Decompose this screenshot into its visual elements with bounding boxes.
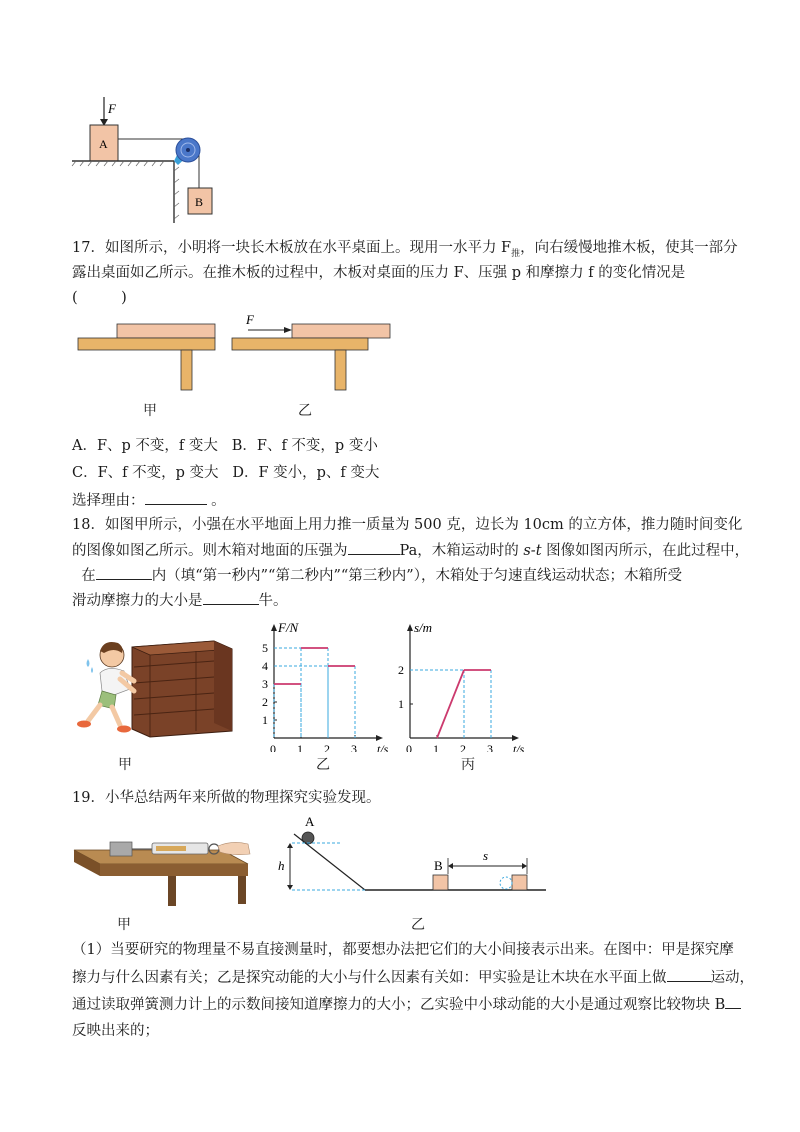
q17-stem-line1: 17．如图所示，小明将一块长木板放在水平桌面上。现用一水平力 $F_推$，向右缓慢地推木板，使其一部分 [72,240,738,259]
q18-caption-bing: 丙 [461,757,475,773]
q19-p4: 反映出来的； [72,1023,159,1039]
block-a-label: A [99,137,108,151]
q17-reason-line: 选择理由： 。 [72,490,226,511]
st-chart-ylabel: s/m [414,620,433,635]
q18-stem-line3: 在 内（填“第一秒内”“第二秒内”“第三秒内”），木箱处于匀速直线运动状态；木箱所受 [72,565,682,586]
ramp-ball-figure [270,812,555,902]
pulley-figure [70,95,230,225]
ft-chart-ylabel: F/N [278,620,299,635]
board-figure [70,310,400,395]
q19-p2: 擦力与什么因素有关；乙是探究动能的大小与什么因素有关如：甲实验是让木块在水平面上做 运动， [72,967,754,988]
ft-chart-xtick-1: 1 [297,742,303,752]
st-chart-xtick-3: 3 [487,742,493,752]
pressure-blank[interactable] [348,540,400,555]
table-leg-jia [181,350,192,390]
push-force-label: F [246,312,254,327]
st-chart-ytick-1: 1 [398,697,404,711]
option-d[interactable]: D．F 变小，p、f 变大 [232,465,380,481]
force-time-chart [250,612,400,752]
st-chart-xlabel: t/s [513,742,525,752]
option-c[interactable]: C．F、f 不变，p 变大 [72,465,219,481]
q17-caption-jia: 甲 [143,403,157,419]
q17-options-row1 [72,436,378,456]
q17-answer-paren: ( ) [72,290,127,306]
boy-figure [77,642,134,733]
wooden-crate [132,641,232,737]
wood-block [110,842,132,856]
option-b[interactable]: B．F、f 不变，p 变小 [231,438,378,454]
ft-chart-ytick-4: 4 [262,659,268,673]
st-chart-xtick-1: 1 [433,742,439,752]
q19-p3: 通过读取弹簧测力计上的示数间接知道摩擦力的大小；乙实验中小球动能的大小是通过观察比较物块 B [72,994,741,1015]
ft-chart-ytick-3: 3 [262,677,268,691]
boy-pushing-crate-figure [74,633,240,743]
ball-label: A [305,814,315,829]
q19-title: 19．小华总结两年来所做的物理探究实验发现。 [72,790,381,806]
st-chart-xtick-2: 2 [460,742,466,752]
q18-caption-jia: 甲 [118,757,132,773]
ft-chart-xtick-0: 0 [270,742,276,752]
ft-chart-ytick-5: 5 [262,641,268,655]
distance-time-chart [386,612,536,752]
ft-chart-ytick-1: 1 [262,713,268,727]
block-b-start [433,875,448,890]
q19-p1: （1）当要研究的物理量不易直接测量时，都要想办法把它们的大小间接表示出来。在图中：甲是探究摩 [72,942,734,958]
table-leg-yi [335,350,346,390]
friction-blank[interactable] [203,590,259,605]
st-chart-segment-1 [437,670,464,738]
table-top-jia [78,338,215,350]
block-b-label: B [434,858,443,873]
height-label: h [278,858,285,873]
q18-stem-line2: 的图像如图乙所示。则木箱对地面的压强为 Pa，木箱运动时的 s-t 图像如图丙所示，在此过程中， [72,540,749,561]
q18-caption-yi: 乙 [316,757,330,773]
block-b-label: B [195,195,204,209]
q17-caption-yi: 乙 [298,403,312,419]
q19-caption-yi: 乙 [411,917,425,933]
interval-blank[interactable] [96,565,152,580]
ft-chart-ytick-2: 2 [262,695,268,709]
block-b-end [512,875,527,890]
st-chart-ytick-2: 2 [398,663,404,677]
ft-chart-xlabel: t/s [377,742,389,752]
q19-caption-jia: 甲 [117,917,131,933]
option-a[interactable]: A．F、p 不变，f 变大 [72,438,218,454]
q18-stem-line1: 18．如图甲所示，小强在水平地面上用力推一质量为 500 克，边长为 10cm 的立方体，推力随时间变化 [72,517,743,533]
observe-blank[interactable] [725,994,741,1009]
spring-scale-figure [72,830,262,910]
board-top-jia [117,324,215,338]
st-chart-xtick-0: 0 [406,742,412,752]
q17-options-row2 [72,463,379,483]
q18-stem-line4: 滑动摩擦力的大小是 牛。 [72,590,288,611]
q17-stem-line2: 露出桌面如乙所示。在推木板的过程中，木板对桌面的压力 F、压强 p 和摩擦力 f 的变化情况是 [72,265,686,281]
motion-blank[interactable] [667,967,711,982]
ft-chart-xtick-3: 3 [351,742,357,752]
force-label: F [108,101,116,116]
table-top-yi [232,338,368,350]
distance-label: s [483,848,489,863]
reason-blank[interactable] [145,490,207,505]
board-top-yi [292,324,390,338]
ft-chart-xtick-2: 2 [324,742,330,752]
